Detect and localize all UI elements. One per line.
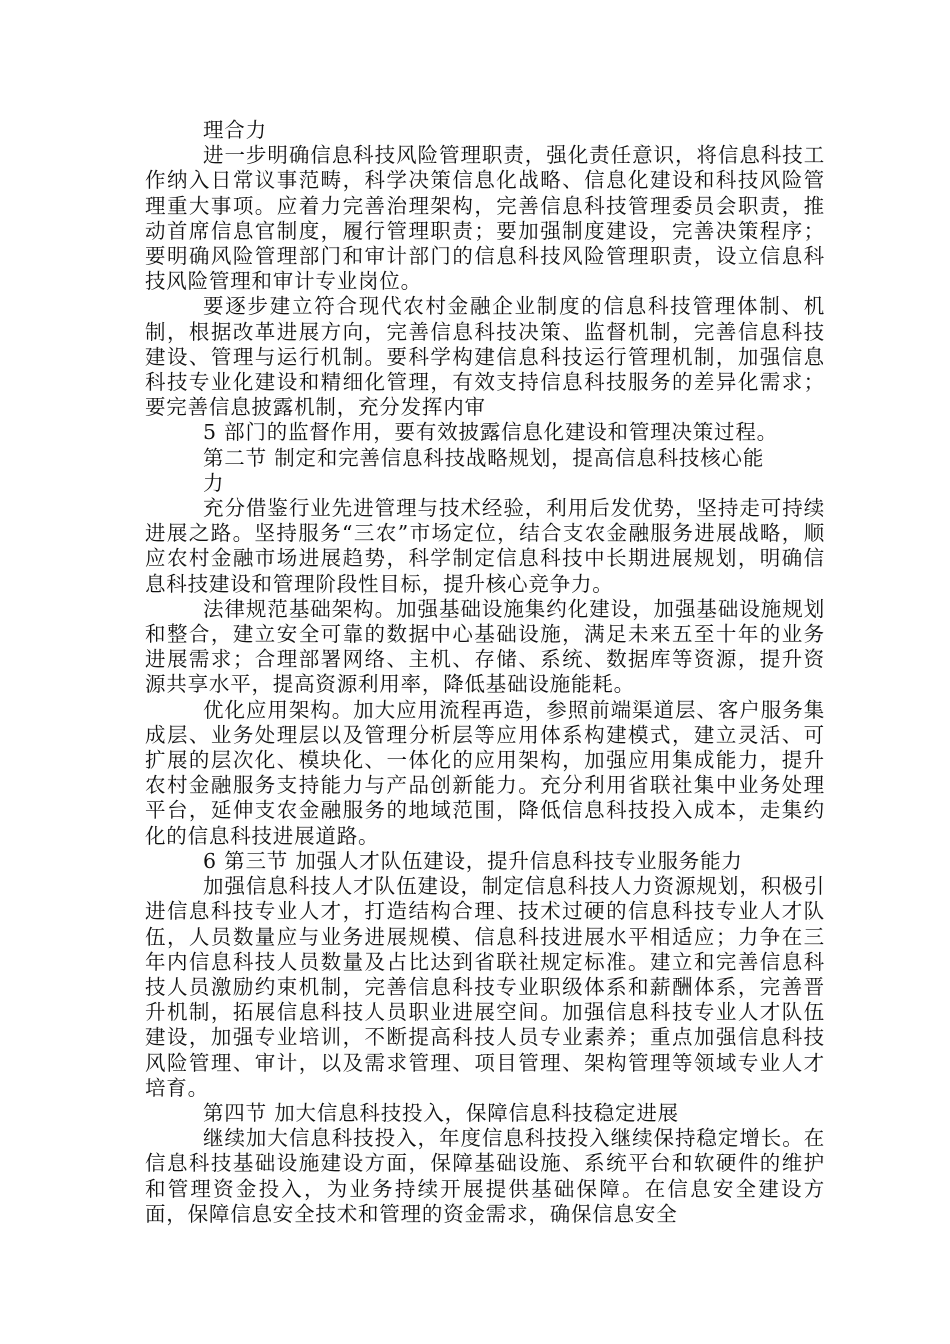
paragraph: 法律规范基础架构。加强基础设施集约化建设，加强基础设施规划和整合，建立安全可靠的数据中心基础设施，满足未来五至十年的业务进展需求；合理部署网络、主机、存储、系统、数据库等资源，提升资源共享水平，提高资源利用率，降低基础设施能耗。	[145, 596, 825, 697]
section-heading: 6 第三节 加强人才队伍建设，提升信息科技专业服务能力	[203, 848, 743, 873]
document-page	[145, 118, 825, 1227]
paragraph: 继续加大信息科技投入，年度信息科技投入继续保持稳定增长。在信息科技基础设施建设方面，保障基础设施、系统平台和软硬件的维护和管理资金投入，为业务持续开展提供基础保障。在信息安全建设方面，保障信息安全技术和管理的资金需求，确保信息安全	[145, 1126, 825, 1226]
paragraph: 充分借鉴行业先进管理与技术经验，利用后发优势，坚持走可持续进展之路。坚持服务“三农”市场定位，结合支农金融服务进展战略，顺应农村金融市场进展趋势，科学制定信息科技中长期进展规划，明确信息科技建设和管理阶段性目标，提升核心竞争力。	[145, 496, 825, 596]
section-heading-fragment: 理合力	[203, 118, 267, 142]
paragraph: 加强信息科技人才队伍建设，制定信息科技人力资源规划，积极引进信息科技专业人才，打造结构合理、技术过硬的信息科技专业人才队伍，人员数量应与业务进展规模、信息科技进展水平相适应；力争在三年内信息科技人员数量及占比达到省联社规定标准。建立和完善信息科技人员激励约束机制，完善信息科技专业职级体系和薪酬体系，完善晋升机制，拓展信息科技人员职业进展空间。加强信息科技专业人才队伍建设，加强专业培训，不断提高科技人员专业素养；重点加强信息科技风险管理、审计，以及需求管理、项目管理、架构管理等领域专业人才培育。	[145, 874, 825, 1100]
paragraph: 要逐步建立符合现代农村金融企业制度的信息科技管理体制、机制，根据改革进展方向，完善信息科技决策、监督机制，完善信息科技建设、管理与运行机制。要科学构建信息科技运行管理机制，加强信息科技专业化建设和精细化管理，有效支持信息科技服务的差异化需求；要完善信息披露机制，充分发挥内审	[145, 294, 825, 420]
paragraph: 进一步明确信息科技风险管理职责，强化责任意识，将信息科技工作纳入日常议事范畴，科学决策信息化战略、信息化建设和科技风险管理重大事项。应着力完善治理架构，完善信息科技管理委员会职责，推动首席信息官制度，履行管理职责；要加强制度建设，完善决策程序；要明确风险管理部门和审计部门的信息科技风险管理职责，设立信息科技风险管理和审计专业岗位。	[145, 143, 825, 294]
paragraph-continuation: 5 部门的监督作用，要有效披露信息化建设和管理决策过程。	[203, 420, 778, 445]
section-heading: 第四节 加大信息科技投入，保障信息科技稳定进展	[203, 1100, 679, 1125]
paragraph: 优化应用架构。加大应用流程再造，参照前端渠道层、客户服务集成层、业务处理层以及管理分析层等应用体系构建模式，建立灵活、可扩展的层次化、模块化、一体化的应用架构，加强应用集成能力，提升农村金融服务支持能力与产品创新能力。充分利用省联社集中业务处理平台，延伸支农金融服务的地域范围，降低信息科技投入成本，走集约化的信息科技进展道路。	[145, 697, 825, 848]
section-heading: 第二节 制定和完善信息科技战略规划，提高信息科技核心能力	[203, 445, 765, 495]
